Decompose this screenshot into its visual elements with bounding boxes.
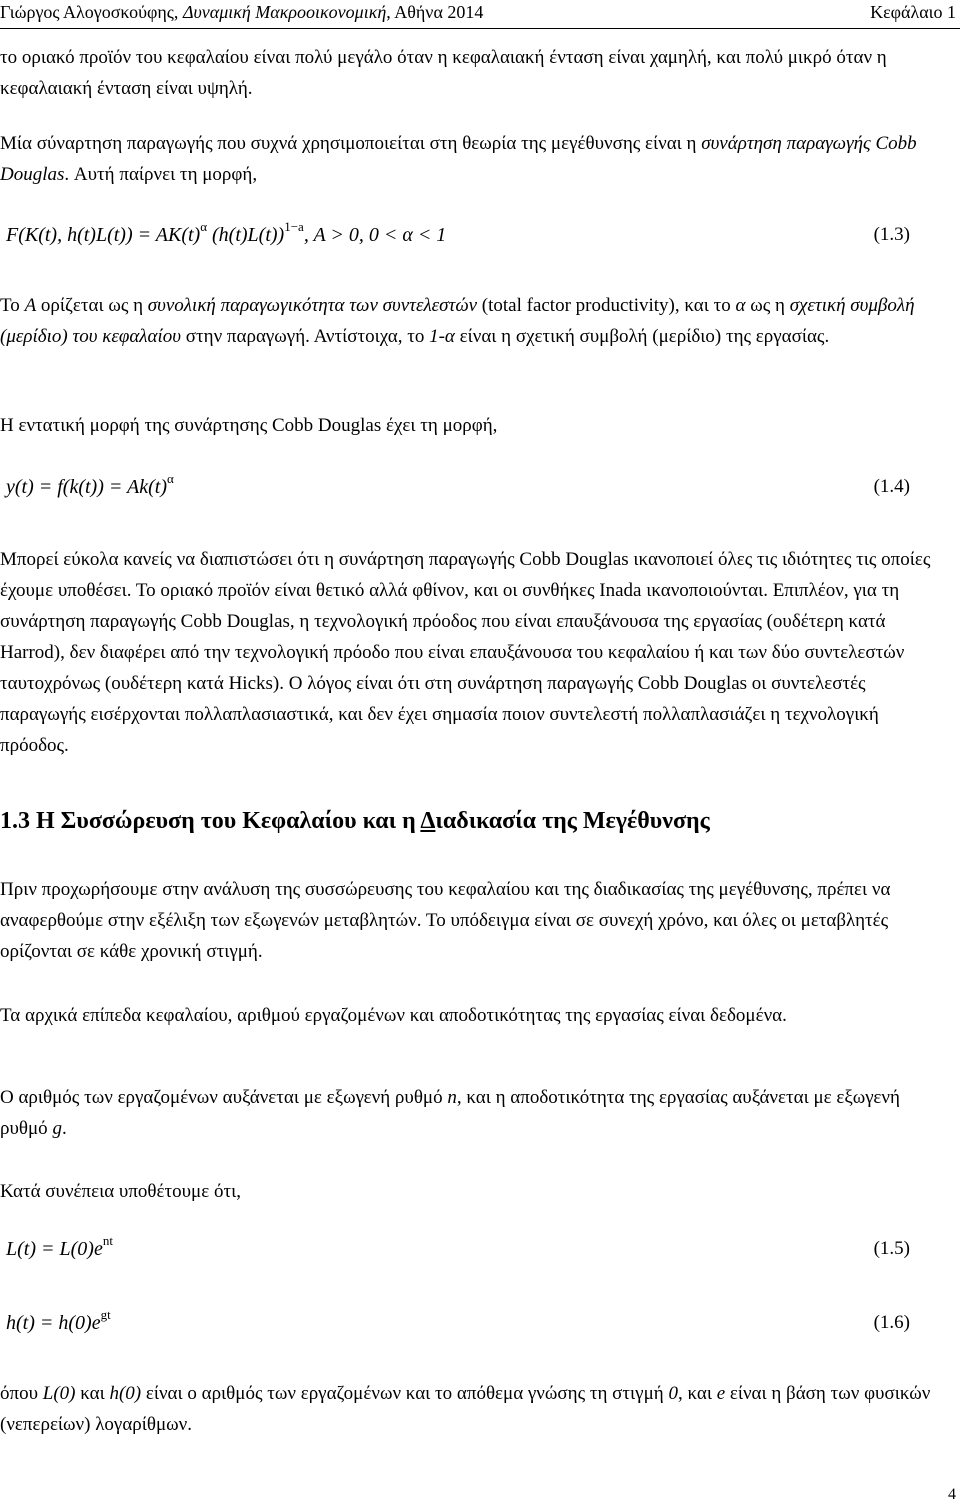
paragraph-properties: Μπορεί εύκολα κανείς να διαπιστώσει ότι η συνάρτηση παραγωγής Cobb Douglas ικανοποιεί όλες τις ιδιότητες τις οποίες έχουμε υποθέσει. Το οριακό προϊόν είναι θετικό αλλά φθίνον, και οι συνθήκες Inada ικανοποιούνται. Επιπλέον, για τη συνάρτηση παραγωγής Cobb Douglas, η τεχνολογική πρόοδος που είναι επαυξάνουσα της εργασίας (ουδέτερη κατά Harrod), δεν διαφέρει από την τεχνολογική πρόοδο που είναι επαυξάνουσα του κεφαλαίου ή και των δύο συντελεστών ταυτοχρόνως (ουδέτερη κατά Hicks). Ο λόγος είναι ότι στη συνάρτηση παραγωγής Cobb Douglas οι συντελεστές παραγωγής εισέρχονται πολλαπλασιαστικά, και δεν έχει σημασία ποιον συντελεστή πολλαπλασιάζει η τεχνολογική πρόοδος. xyxy=(0,549,931,756)
header-chapter: Κεφάλαιο 1 xyxy=(870,2,956,22)
paragraph-exogenous-variables: Πριν προχωρήσουμε στην ανάλυση της συσσώρευσης του κεφαλαίου και της διαδικασίας της μεγέθυνσης, πρέπει να αναφερθούμε στην εξέλιξη των εξωγενών μεταβλητών. Το υπόδειγμα είναι σε συνεχή χρόνο, και όλες οι μεταβλητές ορίζονται σε κάθε χρονική στιγμή. xyxy=(0,879,891,962)
paragraph-tfp-definition: Το A ορίζεται ως η συνολική παραγωγικότητα των συντελεστών (total factor productivity), και το α ως η σχετική συμβολή (μερίδιο) του κεφαλαίου στην παραγωγή. Αντίστοιχα, το 1-α είναι η σχετική συμβολή (μερίδιο) της εργασίας. xyxy=(0,295,915,347)
paragraph-cobb-douglas-intro: Μία σύναρτηση παραγωγής που συχνά χρησιμοποιείται στη θεωρία της μεγέθυνσης είναι η συνάρτηση παραγωγής Cobb Douglas. Αυτή παίρνει τη μορφή, xyxy=(0,133,917,185)
paragraph-marginal-product: το οριακό προϊόν του κεφαλαίου είναι πολύ μεγάλο όταν η κεφαλαιακή ένταση είναι χαμηλή, και πολύ μικρό όταν η κεφαλαιακή ένταση είναι υψηλή. xyxy=(0,47,887,99)
equation-1-5 xyxy=(0,1234,910,1268)
paragraph-initial-levels: Τα αρχικά επίπεδα κεφαλαίου, αριθμού εργαζομένων και αποδοτικότητας της εργασίας είναι δεδομένα. xyxy=(0,1005,787,1026)
paragraph-intensive-form: Η εντατική μορφή της συνάρτησης Cobb Douglas έχει τη μορφή, xyxy=(0,415,498,436)
paragraph-definitions: όπου L(0) και h(0) είναι ο αριθμός των εργαζομένων και το απόθεμα γνώσης τη στιγμή 0, και e είναι η βάση των φυσικών (νεπερείων) λογαρίθμων. xyxy=(0,1383,931,1435)
equation-1-6 xyxy=(0,1308,910,1342)
equation-1-3-body: F(K(t), $h(t)L(t)) = AK(t)^\alpha$ $(h(t)L(t))^{1-a}$, A > 0, 0 < α < 1 xyxy=(6,219,447,246)
equation-1-4 xyxy=(0,472,910,506)
equation-number: (1.5) xyxy=(873,1238,910,1259)
page-number: 4 xyxy=(948,1486,956,1503)
running-header xyxy=(0,0,960,30)
header-author-title: Γιώργος Αλογοσκούφης, Δυναμική Μακροοικονομική, Αθήνα 2014 xyxy=(0,2,484,22)
equation-1-3 xyxy=(0,220,910,254)
equation-1-4-body: $y(t) = f(k(t)) = Ak(t)^\alpha$ xyxy=(6,471,174,498)
equation-number: (1.3) xyxy=(873,224,910,245)
paragraph-assumptions: Κατά συνέπεια υποθέτουμε ότι, xyxy=(0,1181,241,1202)
header-rule xyxy=(0,28,960,29)
section-heading-1-3: 1.3 Η Συσσώρευση του Κεφαλαίου και η Διαδικασία της Μεγέθυνσης xyxy=(0,808,710,834)
paragraph-growth-rates: Ο αριθμός των εργαζομένων αυξάνεται με εξωγενή ρυθμό n, και η αποδοτικότητα της εργασίας αυξάνεται με εξωγενή ρυθμό g. xyxy=(0,1087,900,1139)
equation-number: (1.4) xyxy=(873,476,910,497)
equation-number: (1.6) xyxy=(873,1312,910,1333)
equation-1-5-body: $L(t) = L(0)e^{nt}$ xyxy=(6,1233,113,1260)
equation-1-6-body: $h(t) = h(0)e^{gt}$ xyxy=(6,1307,111,1334)
